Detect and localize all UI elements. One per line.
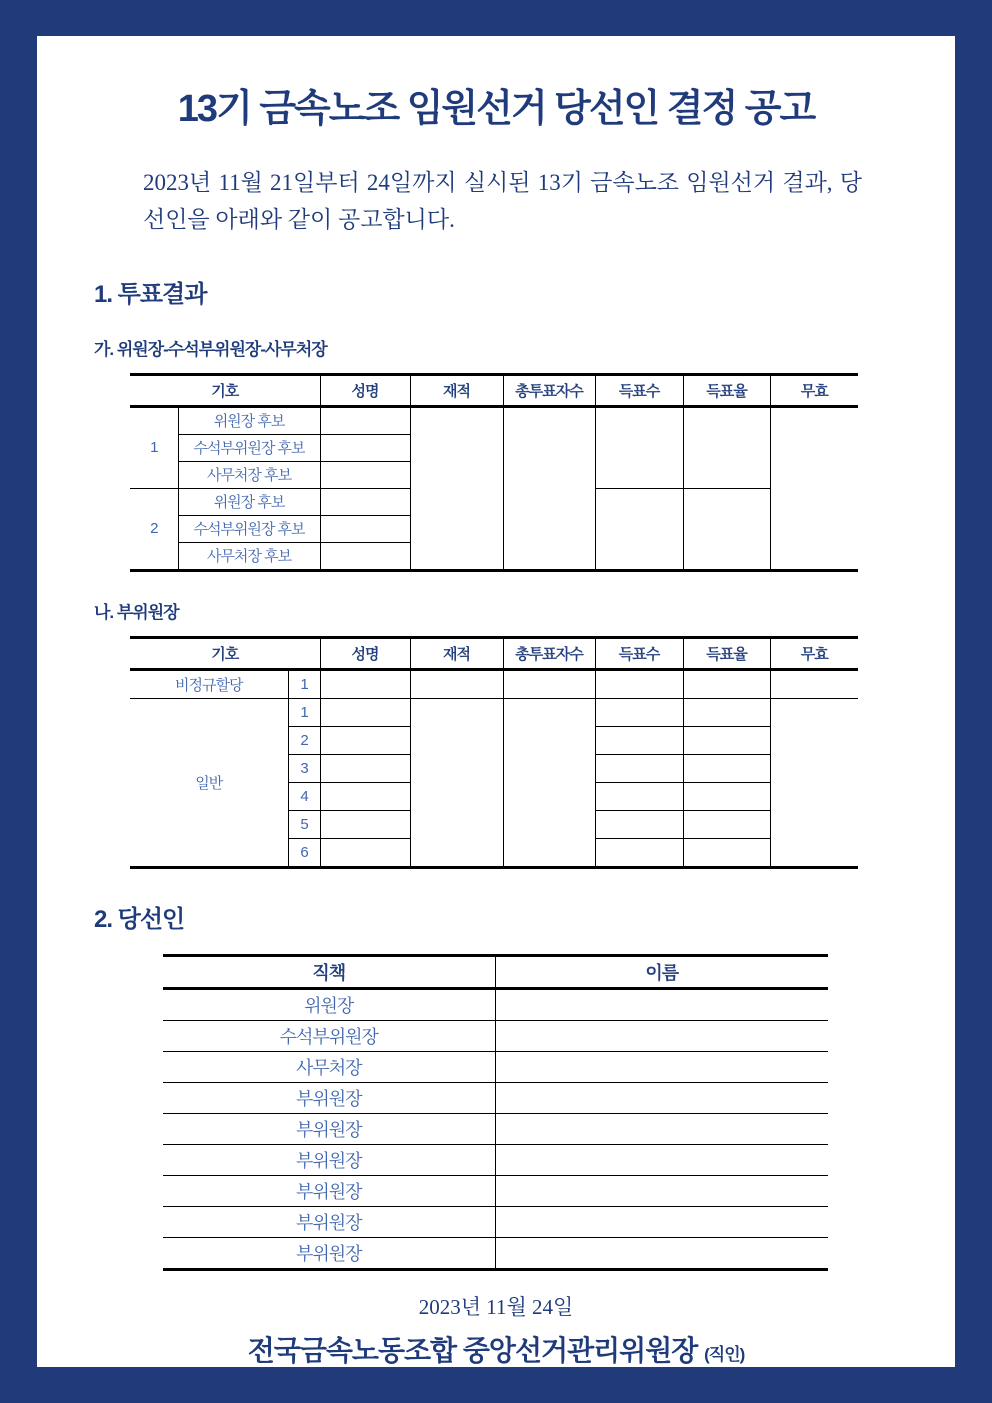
table-row	[130, 406, 858, 434]
empty-vote-rate-cell	[683, 810, 770, 838]
empty-total-voters-cell	[503, 698, 595, 866]
column-header-registered: 재적	[410, 376, 503, 407]
group-label-cell: 비정규할당	[130, 669, 288, 698]
empty-name-cell	[320, 406, 410, 434]
column-header-name: 성명	[320, 376, 410, 407]
empty-vote-rate-cell	[683, 838, 770, 866]
empty-registered-cell	[410, 406, 503, 569]
column-header-ballot: 기호	[130, 639, 320, 670]
empty-votes-cell	[595, 782, 683, 810]
empty-name-cell	[320, 838, 410, 866]
table-row	[130, 698, 858, 726]
subsection-b-heading: 나. 부위원장	[94, 602, 179, 622]
document-sheet	[37, 36, 955, 1367]
announcement-date: 2023년 11월 24일	[418, 1294, 574, 1319]
column-header-total-voters: 총투표자수	[503, 639, 595, 670]
table-row	[130, 669, 858, 698]
empty-winner-name-cell	[495, 1206, 828, 1237]
ballot-number-cell: 4	[288, 782, 320, 810]
vice-chair-vote-table	[130, 639, 858, 866]
group-label-cell: 일반	[130, 698, 288, 866]
column-header-invalid: 무효	[770, 376, 858, 407]
empty-winner-name-cell	[495, 1051, 828, 1082]
column-header-votes: 득표수	[595, 376, 683, 407]
ballot-number-cell: 1	[288, 698, 320, 726]
signer-title: 전국금속노동조합 중앙선거관리위원장	[247, 1334, 698, 1366]
candidate-position-cell: 수석부위원장 후보	[178, 434, 320, 461]
page-title: 13기 금속노조 임원선거 당선인 결정 공고	[177, 88, 815, 130]
table-row	[163, 988, 828, 1020]
table-row	[163, 1175, 828, 1206]
officers-vote-table	[130, 376, 858, 569]
empty-name-cell	[320, 726, 410, 754]
empty-invalid-cell	[770, 406, 858, 569]
empty-name-cell	[320, 698, 410, 726]
empty-winner-name-cell	[495, 988, 828, 1020]
empty-name-cell	[320, 754, 410, 782]
table-row	[163, 1144, 828, 1175]
position-cell: 부위원장	[163, 1175, 495, 1206]
column-header-ballot: 기호	[130, 376, 320, 407]
ballot-number-cell: 2	[288, 726, 320, 754]
section-2-heading: 2. 당선인	[94, 905, 185, 933]
header-row	[130, 639, 858, 670]
empty-winner-name-cell	[495, 1082, 828, 1113]
vice-chair-vote-table-wrap	[130, 636, 858, 869]
empty-winner-name-cell	[495, 1020, 828, 1051]
empty-votes-cell	[595, 698, 683, 726]
empty-name-cell	[320, 434, 410, 461]
empty-winner-name-cell	[495, 1237, 828, 1268]
candidate-position-cell: 사무처장 후보	[178, 542, 320, 569]
candidate-position-cell: 사무처장 후보	[178, 461, 320, 488]
empty-votes-cell	[595, 406, 683, 488]
empty-registered-cell	[410, 698, 503, 866]
position-cell: 부위원장	[163, 1144, 495, 1175]
empty-invalid-cell	[770, 669, 858, 698]
empty-name-cell	[320, 488, 410, 515]
ballot-number-cell: 1	[130, 406, 178, 488]
signature-line	[37, 1329, 955, 1367]
position-cell: 사무처장	[163, 1051, 495, 1082]
empty-name-cell	[320, 461, 410, 488]
ballot-number-cell: 5	[288, 810, 320, 838]
table-row	[163, 1113, 828, 1144]
column-header-votes: 득표수	[595, 639, 683, 670]
empty-vote-rate-cell	[683, 754, 770, 782]
empty-winner-name-cell	[495, 1113, 828, 1144]
position-cell: 부위원장	[163, 1082, 495, 1113]
empty-vote-rate-cell	[683, 726, 770, 754]
column-header-registered: 재적	[410, 639, 503, 670]
empty-votes-cell	[595, 754, 683, 782]
empty-name-cell	[320, 542, 410, 569]
position-cell: 부위원장	[163, 1237, 495, 1268]
empty-total-voters-cell	[503, 406, 595, 569]
column-header-total-voters: 총투표자수	[503, 376, 595, 407]
candidate-position-cell: 수석부위원장 후보	[178, 515, 320, 542]
empty-votes-cell	[595, 726, 683, 754]
empty-votes-cell	[595, 810, 683, 838]
header-row	[163, 957, 828, 989]
intro-paragraph: 2023년 11월 21일부터 24일까지 실시된 13기 금속노조 임원선거 결과, 당선인을 아래와 같이 공고합니다.	[143, 169, 862, 232]
empty-vote-rate-cell	[683, 669, 770, 698]
empty-registered-cell	[410, 669, 503, 698]
table-row	[163, 1082, 828, 1113]
empty-name-cell	[320, 810, 410, 838]
empty-winner-name-cell	[495, 1175, 828, 1206]
position-cell: 위원장	[163, 988, 495, 1020]
table-row	[163, 1051, 828, 1082]
column-header-winner-name: 이름	[495, 957, 828, 989]
empty-winner-name-cell	[495, 1144, 828, 1175]
position-cell: 부위원장	[163, 1113, 495, 1144]
empty-name-cell	[320, 782, 410, 810]
ballot-number-cell: 1	[288, 669, 320, 698]
section-1-heading: 1. 투표결과	[94, 280, 207, 308]
winners-table	[163, 957, 828, 1268]
table-row	[163, 1020, 828, 1051]
position-cell: 부위원장	[163, 1206, 495, 1237]
empty-votes-cell	[595, 488, 683, 569]
column-header-vote-rate: 득표율	[683, 639, 770, 670]
winners-table-wrap	[163, 954, 828, 1271]
column-header-invalid: 무효	[770, 639, 858, 670]
empty-vote-rate-cell	[683, 782, 770, 810]
empty-total-voters-cell	[503, 669, 595, 698]
position-cell: 수석부위원장	[163, 1020, 495, 1051]
candidate-position-cell: 위원장 후보	[178, 406, 320, 434]
empty-name-cell	[320, 515, 410, 542]
officers-vote-table-wrap	[130, 373, 858, 572]
empty-invalid-cell	[770, 698, 858, 866]
empty-vote-rate-cell	[683, 406, 770, 488]
seal-label: (직인)	[704, 1344, 745, 1364]
table-row	[163, 1206, 828, 1237]
ballot-number-cell: 3	[288, 754, 320, 782]
header-row	[130, 376, 858, 407]
subsection-a-heading: 가. 위원장-수석부위원장-사무처장	[94, 339, 327, 359]
candidate-position-cell: 위원장 후보	[178, 488, 320, 515]
empty-votes-cell	[595, 669, 683, 698]
ballot-number-cell: 6	[288, 838, 320, 866]
table-row	[163, 1237, 828, 1268]
empty-vote-rate-cell	[683, 698, 770, 726]
column-header-position: 직책	[163, 957, 495, 989]
empty-name-cell	[320, 669, 410, 698]
column-header-vote-rate: 득표율	[683, 376, 770, 407]
empty-votes-cell	[595, 838, 683, 866]
empty-vote-rate-cell	[683, 488, 770, 569]
ballot-number-cell: 2	[130, 488, 178, 569]
column-header-name: 성명	[320, 639, 410, 670]
